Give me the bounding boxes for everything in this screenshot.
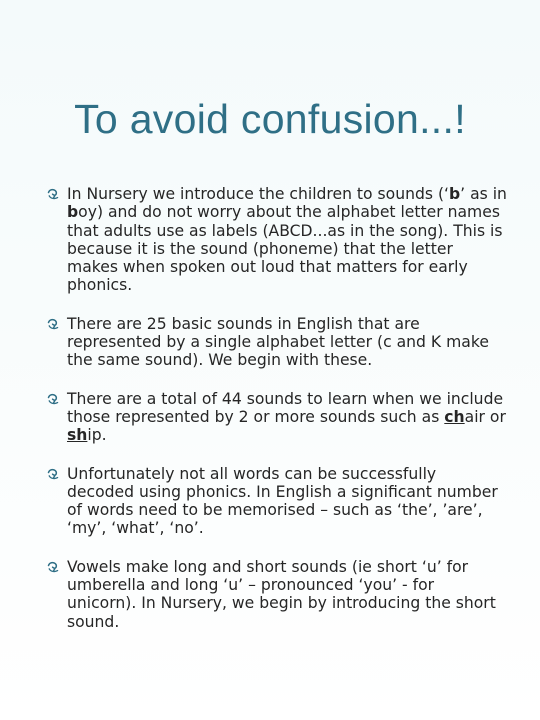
bullet-text [67,315,489,370]
arrow-swirl-icon [46,391,62,407]
bullet-text [67,465,498,538]
text-segment: Vowels make long and short sounds (ie short ‘u’ for umberella and long ‘u’ – pronounced ‘you’ - for unicorn). In Nursery, we begin by introducing the short sound. [67,557,496,631]
bullet-item [46,465,508,538]
text-segment: ’ as in [460,185,507,203]
bullet-item [46,390,508,445]
slide-title: To avoid confusion...! [74,96,466,142]
underlined-text: sh [67,426,88,445]
arrow-swirl-icon [46,559,62,575]
bullet-list [46,185,508,651]
arrow-swirl-icon [46,186,62,202]
bullet-item [46,558,508,631]
text-segment: There are 25 basic sounds in English that are represented by a single alphabet letter (c and K make the same sound). We begin with these. [67,314,489,370]
arrow-swirl-icon [46,466,62,482]
bullet-text [67,185,507,294]
text-segment: In Nursery we introduce the children to sounds (‘ [67,185,449,203]
text-segment: Unfortunately not all words can be successfully decoded using phonics. In English a significant number of words need to be memorised – such as ‘the’, ’are’, ‘my’, ‘what’, ‘no’. [67,464,498,538]
bullet-text [67,390,506,445]
bold-text: b [449,185,461,203]
text-segment: oy) and do not worry about the alphabet letter names that adults use as labels (ABCD...as in the song). This is because it is the sound (phoneme) that the letter makes when spoken out loud that matters for early phonics. [67,203,503,295]
bullet-text [67,558,496,631]
bold-text: b [67,203,79,222]
arrow-swirl-icon [46,316,62,332]
text-segment: ip. [87,426,107,445]
text-segment: air or [464,407,506,426]
bullet-item [46,185,508,295]
text-segment: There are a total of 44 sounds to learn when we include those represented by 2 or more sounds such as [67,389,504,426]
underlined-text: ch [444,407,465,426]
bullet-item [46,315,508,370]
